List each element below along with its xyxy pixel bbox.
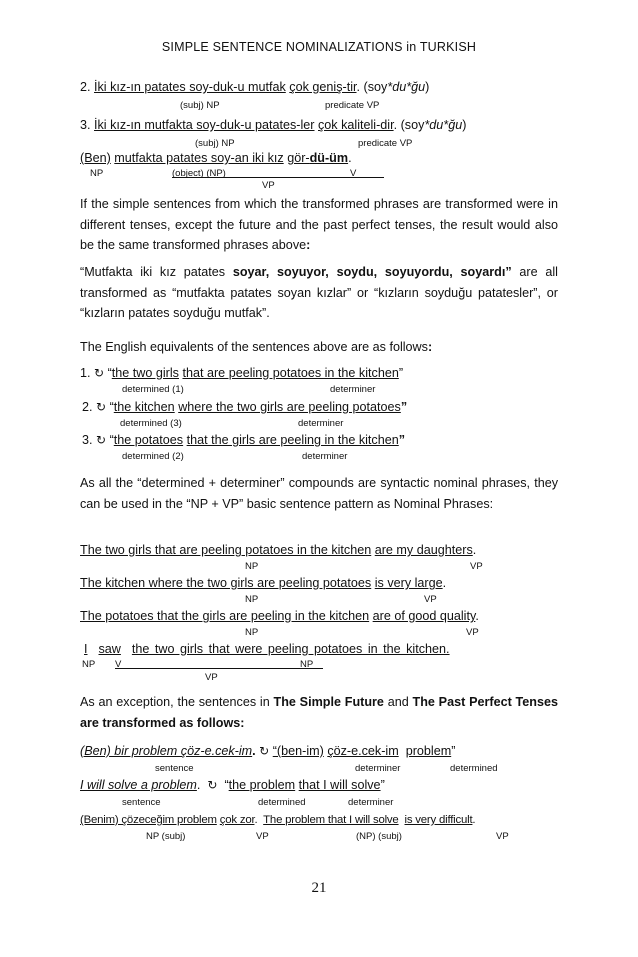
gloss-np: NP xyxy=(82,659,96,670)
cycle-arrow-icon: ↻ xyxy=(259,744,270,758)
gloss-np-subj: NP (subj) xyxy=(146,831,186,842)
gloss-np: NP xyxy=(245,594,259,605)
gloss-vp: VP xyxy=(470,561,483,572)
cycle-arrow-icon: ↻ xyxy=(94,366,105,380)
gloss-v: V xyxy=(350,168,357,179)
running-header: SIMPLE SENTENCE NOMINALIZATIONS in TURKISH xyxy=(161,40,477,54)
gloss-vp: predicate VP xyxy=(358,138,413,149)
paragraph-english-equivalents: The English equivalents of the sentences above are as follows: xyxy=(80,340,433,354)
example-sentence-4: (Ben) mutfakta patates soy-an iki kız gör-dü-üm. xyxy=(80,151,352,165)
english-example-3: 3. ↻ “the potatoes that the girls are peeling in the kitchen” xyxy=(82,433,406,447)
paragraph-transformed: “Mutfakta iki kız patates soyar, soyuyor, soydu, soyuyordu, soyardı” are all transformed as “mutfakta patates soyan kızlar” or “kızların soyduğu patatesler”, or “kızların patates soyduğu mutfak”. xyxy=(80,265,558,320)
gloss-np: NP xyxy=(300,659,314,670)
cycle-arrow-icon: ↻ xyxy=(207,778,218,792)
gloss-vp: predicate VP xyxy=(325,100,380,111)
gloss-sentence: sentence xyxy=(122,797,161,808)
np-vp-sentence-1: The two girls that are peeling potatoes in the kitchen are my daughters. xyxy=(80,543,477,557)
page-number: 21 xyxy=(311,880,327,896)
paragraph-tenses: If the simple sentences from which the transformed phrases are transformed were in different tenses, except the future and the past perfect tenses, the result would also be the same transformed phrases above: xyxy=(80,197,558,252)
gloss-object-np: (object) (NP) xyxy=(172,168,226,179)
cycle-arrow-icon: ↻ xyxy=(96,433,107,447)
gloss-np-subj: (NP) (subj) xyxy=(356,831,402,842)
english-example-1: 1. ↻ “the two girls that are peeling potatoes in the kitchen” xyxy=(80,366,404,380)
gloss-np: (subj) NP xyxy=(195,138,235,149)
vp-bracket-line xyxy=(115,668,323,669)
np-vp-sentence-3: The potatoes that the girls are peeling in the kitchen are of good quality. xyxy=(80,609,479,623)
gloss-vp: VP xyxy=(496,831,509,842)
gloss-determiner: determiner xyxy=(298,418,344,429)
gloss-np: NP xyxy=(245,627,259,638)
gloss-determined: determined (1) xyxy=(122,384,184,395)
gloss-determined: determined xyxy=(450,763,498,774)
gloss-vp: VP xyxy=(466,627,479,638)
paragraph-nominal-phrases: As all the “determined + determiner” compounds are syntactic nominal phrases, they can be used in the “NP + VP” basic sentence pattern as Nominal Phrases: xyxy=(80,476,558,511)
gloss-determiner: determiner xyxy=(302,451,348,462)
gloss-sentence: sentence xyxy=(155,763,194,774)
i-saw-sentence: I saw the two girls that were peeling potatoes in the kitchen. xyxy=(84,642,450,656)
gloss-determined: determined (3) xyxy=(120,418,182,429)
gloss-np: NP xyxy=(245,561,259,572)
gloss-np: (subj) NP xyxy=(180,100,220,111)
gloss-vp: VP xyxy=(256,831,269,842)
future-example-english: I will solve a problem. ↻ “the problem that I will solve” xyxy=(80,778,385,792)
future-np-vp-sentence: (Benim) çözeceğim problem çok zor. The problem that I will solve is very difficult. xyxy=(80,814,476,826)
gloss-vp: VP xyxy=(262,180,275,191)
gloss-determiner: determiner xyxy=(355,763,401,774)
example-sentence-2: 2. İki kız-ın patates soy-duk-u mutfak çok geniş-tir. (soy*du*ğu) xyxy=(80,80,430,94)
np-vp-sentence-2: The kitchen where the two girls are peeling potatoes is very large. xyxy=(80,576,447,590)
gloss-determiner: determiner xyxy=(330,384,376,395)
gloss-v: V xyxy=(115,659,122,670)
gloss-np: NP xyxy=(90,168,104,179)
gloss-vp: VP xyxy=(205,672,218,683)
gloss-vp: VP xyxy=(424,594,437,605)
cycle-arrow-icon: ↻ xyxy=(96,400,107,414)
gloss-determiner: determiner xyxy=(348,797,394,808)
future-example-turkish: (Ben) bir problem çöz-e.cek-im. ↻ “(ben-im) çöz-e.cek-im problem” xyxy=(80,744,456,758)
example-sentence-3: 3. İki kız-ın mutfakta soy-duk-u patates-ler çok kaliteli-dir. (soy*du*ğu) xyxy=(80,118,467,132)
english-example-2: 2. ↻ “the kitchen where the two girls are peeling potatoes” xyxy=(82,400,408,414)
paragraph-exception: As an exception, the sentences in The Simple Future and The Past Perfect Tenses are transformed as follows: xyxy=(80,695,559,730)
vp-bracket-line xyxy=(172,177,384,178)
gloss-determined: determined xyxy=(258,797,306,808)
gloss-determined: determined (2) xyxy=(122,451,184,462)
